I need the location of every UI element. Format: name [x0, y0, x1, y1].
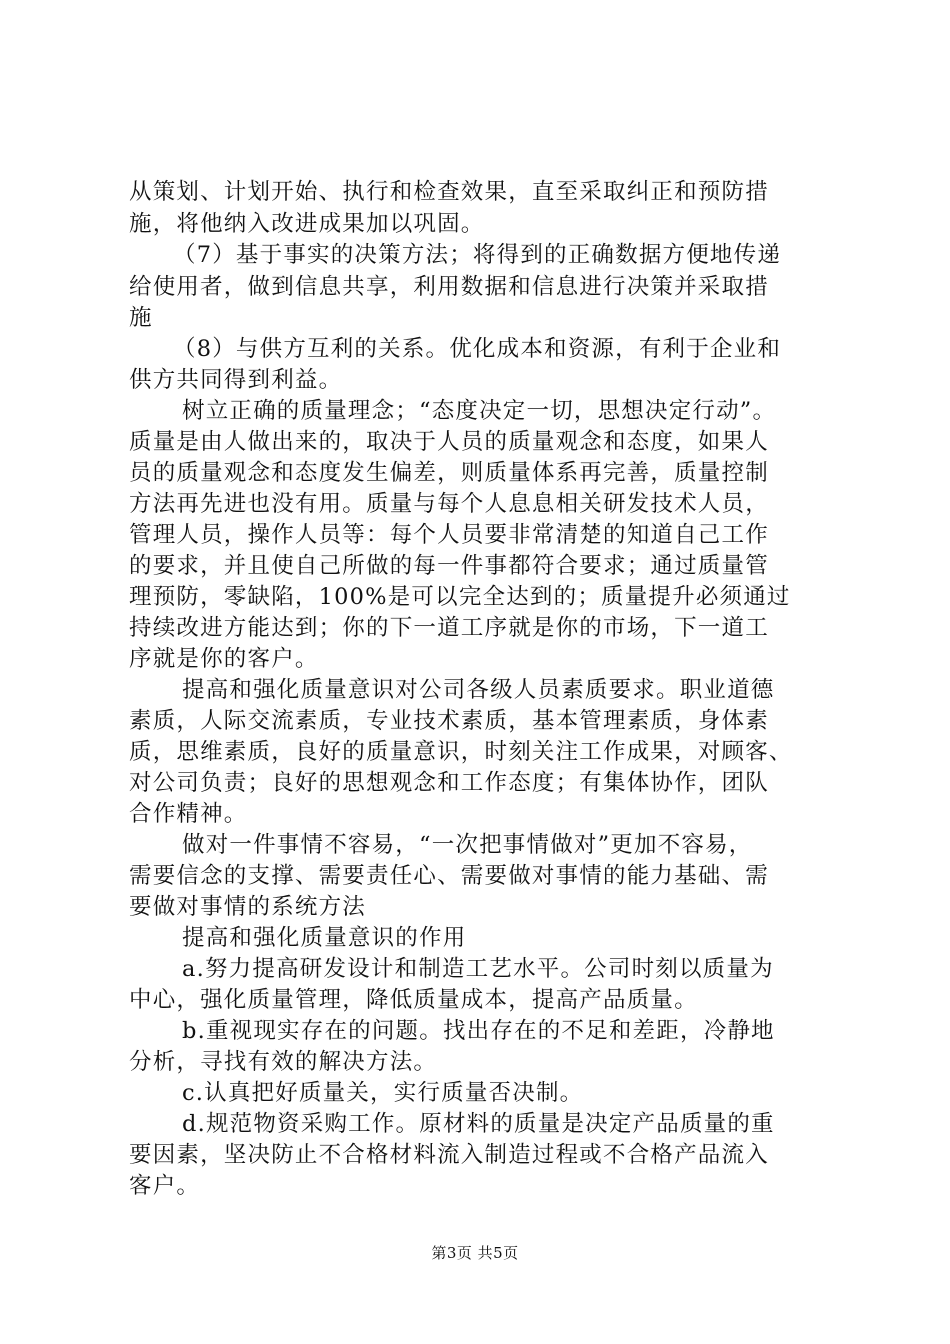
text-line: 合作精神。 — [129, 801, 248, 827]
text-line: 供方共同得到利益。 — [129, 367, 343, 393]
text-line: 的要求，并且使自己所做的每一件事都符合要求；通过质量管 — [129, 553, 769, 579]
text-line: c.认真把好质量关，实行质量否决制。 — [182, 1080, 584, 1106]
text-line: 从策划、计划开始、执行和检查效果，直至采取纠正和预防措 — [129, 179, 769, 205]
text-line: 序就是你的客户。 — [129, 646, 319, 672]
section-heading: 提高和强化质量意识的作用 — [182, 925, 467, 951]
text-line: 质，思维素质，良好的质量意识，时刻关注工作成果，对顾客、 — [129, 739, 793, 765]
text-line: 提高和强化质量意识对公司各级人员素质要求。职业道德 — [182, 677, 775, 703]
text-line: 需要信念的支撑、需要责任心、需要做对事情的能力基础、需 — [129, 863, 769, 889]
text-line: 持续改进方能达到；你的下一道工序就是你的市场，下一道工 — [129, 615, 769, 641]
text-line: 质量是由人做出来的，取决于人员的质量观念和态度，如果人 — [129, 429, 769, 455]
text-line: 对公司负责；良好的思想观念和工作态度；有集体协作，团队 — [129, 770, 769, 796]
text-line: 中心，强化质量管理，降低质量成本，提高产品质量。 — [129, 987, 698, 1013]
text-line: a.努力提高研发设计和制造工艺水平。公司时刻以质量为 — [182, 956, 774, 982]
text-line: 理预防，零缺陷，100%是可以完全达到的；质量提升必须通过 — [129, 584, 791, 610]
text-line: 要因素，坚决防止不合格材料流入制造过程或不合格产品流入 — [129, 1142, 769, 1168]
text-line: 客户。 — [129, 1173, 201, 1199]
text-line: 管理人员，操作人员等：每个人员要非常清楚的知道自己工作 — [129, 522, 769, 548]
text-line: b.重视现实存在的问题。找出存在的不足和差距，冷静地 — [182, 1018, 775, 1044]
text-line: 分析，寻找有效的解决方法。 — [129, 1049, 438, 1075]
text-line: 给使用者，做到信息共享，利用数据和信息进行决策并采取措 — [129, 274, 769, 300]
text-line: d.规范物资采购工作。原材料的质量是决定产品质量的重 — [182, 1111, 775, 1137]
text-line: 施 — [129, 305, 153, 331]
text-line: 要做对事情的系统方法 — [129, 894, 367, 920]
text-line: 做对一件事情不容易，“一次把事情做对”更加不容易， — [182, 832, 753, 858]
text-line: （8）与供方互利的关系。优化成本和资源，有利于企业和 — [173, 336, 782, 362]
text-line: 员的质量观念和态度发生偏差，则质量体系再完善，质量控制 — [129, 460, 769, 486]
text-line: 施，将他纳入改进成果加以巩固。 — [129, 211, 485, 237]
page-footer: 第3页 共5页 — [431, 1244, 519, 1262]
text-line: 树立正确的质量理念；“态度决定一切，思想决定行动”。 — [182, 398, 777, 424]
text-line: 方法再先进也没有用。质量与每个人息息相关研发技术人员， — [129, 491, 769, 517]
text-line: 素质，人际交流素质，专业技术素质，基本管理素质，身体素 — [129, 708, 769, 734]
text-line: （7）基于事实的决策方法；将得到的正确数据方便地传递 — [173, 242, 782, 268]
